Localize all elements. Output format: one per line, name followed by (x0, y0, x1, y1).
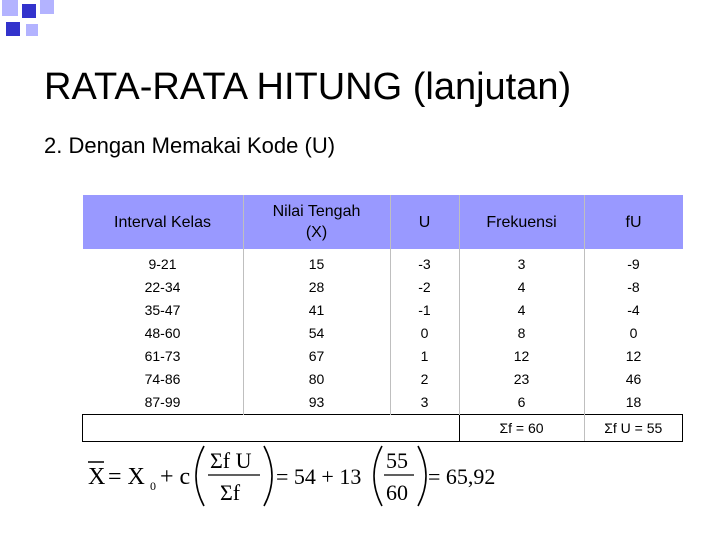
total-frekuensi: Σf = 60 (459, 415, 584, 442)
header-frekuensi: Frekuensi (459, 195, 584, 249)
column-u (390, 249, 459, 415)
cell-u: 1 (420, 348, 429, 364)
cell-interval: 74-86 (144, 371, 181, 387)
formula-result: = 65,92 (428, 464, 496, 489)
cell-interval: 35-47 (144, 302, 181, 318)
header-nilai-tengah (243, 195, 390, 249)
cell-interval: 48-60 (144, 325, 181, 341)
formula-num1: Σf U (210, 448, 252, 473)
cell-interval: 87-99 (144, 394, 181, 410)
page-title: RATA-RATA HITUNG (lanjutan) (44, 66, 572, 108)
formula-xbar: X (88, 464, 106, 490)
cell-f: 4 (517, 279, 526, 295)
cell-f: 4 (517, 302, 526, 318)
header-nilai-line1: Nilai Tengah (272, 203, 361, 220)
formula-den2: 60 (386, 480, 408, 505)
column-interval (83, 249, 244, 415)
cell-f: 8 (517, 325, 526, 341)
cell-u: 0 (420, 325, 429, 341)
formula-num2: 55 (386, 448, 408, 473)
cell-u: -3 (418, 256, 431, 272)
column-frekuensi (459, 249, 584, 415)
totals-empty-cell (83, 415, 460, 442)
cell-fu: -8 (627, 279, 640, 295)
cell-interval: 22-34 (144, 279, 181, 295)
mean-formula (86, 440, 516, 512)
cell-fu: -4 (627, 302, 640, 318)
header-u: U (390, 195, 459, 249)
formula-den1: Σf (220, 480, 241, 505)
cell-x: 67 (308, 348, 325, 364)
formula-eq1: = X (108, 464, 145, 490)
cell-f: 23 (513, 371, 530, 387)
cell-x: 15 (308, 256, 325, 272)
formula-plus-c: + c (160, 464, 191, 490)
cell-f: 3 (517, 256, 526, 272)
column-fu (584, 249, 683, 415)
cell-x: 93 (308, 394, 325, 410)
table-body-row (83, 249, 683, 415)
header-interval: Interval Kelas (83, 195, 244, 249)
column-nilai-tengah (243, 249, 390, 415)
page-subtitle: 2. Dengan Memakai Kode (U) (44, 133, 336, 158)
cell-f: 6 (517, 394, 526, 410)
formula-sub0: 0 (150, 479, 156, 493)
frequency-table (82, 195, 683, 442)
cell-x: 28 (308, 279, 325, 295)
totals-row (83, 415, 683, 442)
table-header-row (83, 195, 683, 249)
cell-u: 2 (420, 371, 429, 387)
corner-decoration (0, 0, 60, 44)
cell-u: 3 (420, 394, 429, 410)
cell-interval: 9-21 (148, 256, 177, 272)
header-nilai-line2: (X) (305, 224, 328, 241)
cell-f: 12 (513, 348, 530, 364)
cell-x: 41 (308, 302, 325, 318)
formula-eq2: = 54 + 13 (276, 464, 362, 489)
cell-u: -1 (418, 302, 431, 318)
cell-fu: 18 (625, 394, 642, 410)
cell-fu: -9 (627, 256, 640, 272)
cell-fu: 12 (625, 348, 642, 364)
header-fu: fU (584, 195, 683, 249)
cell-x: 54 (308, 325, 325, 341)
cell-fu: 46 (625, 371, 642, 387)
cell-interval: 61-73 (144, 348, 181, 364)
cell-fu: 0 (629, 325, 638, 341)
total-fu: Σf U = 55 (584, 415, 683, 442)
cell-u: -2 (418, 279, 431, 295)
cell-x: 80 (308, 371, 325, 387)
